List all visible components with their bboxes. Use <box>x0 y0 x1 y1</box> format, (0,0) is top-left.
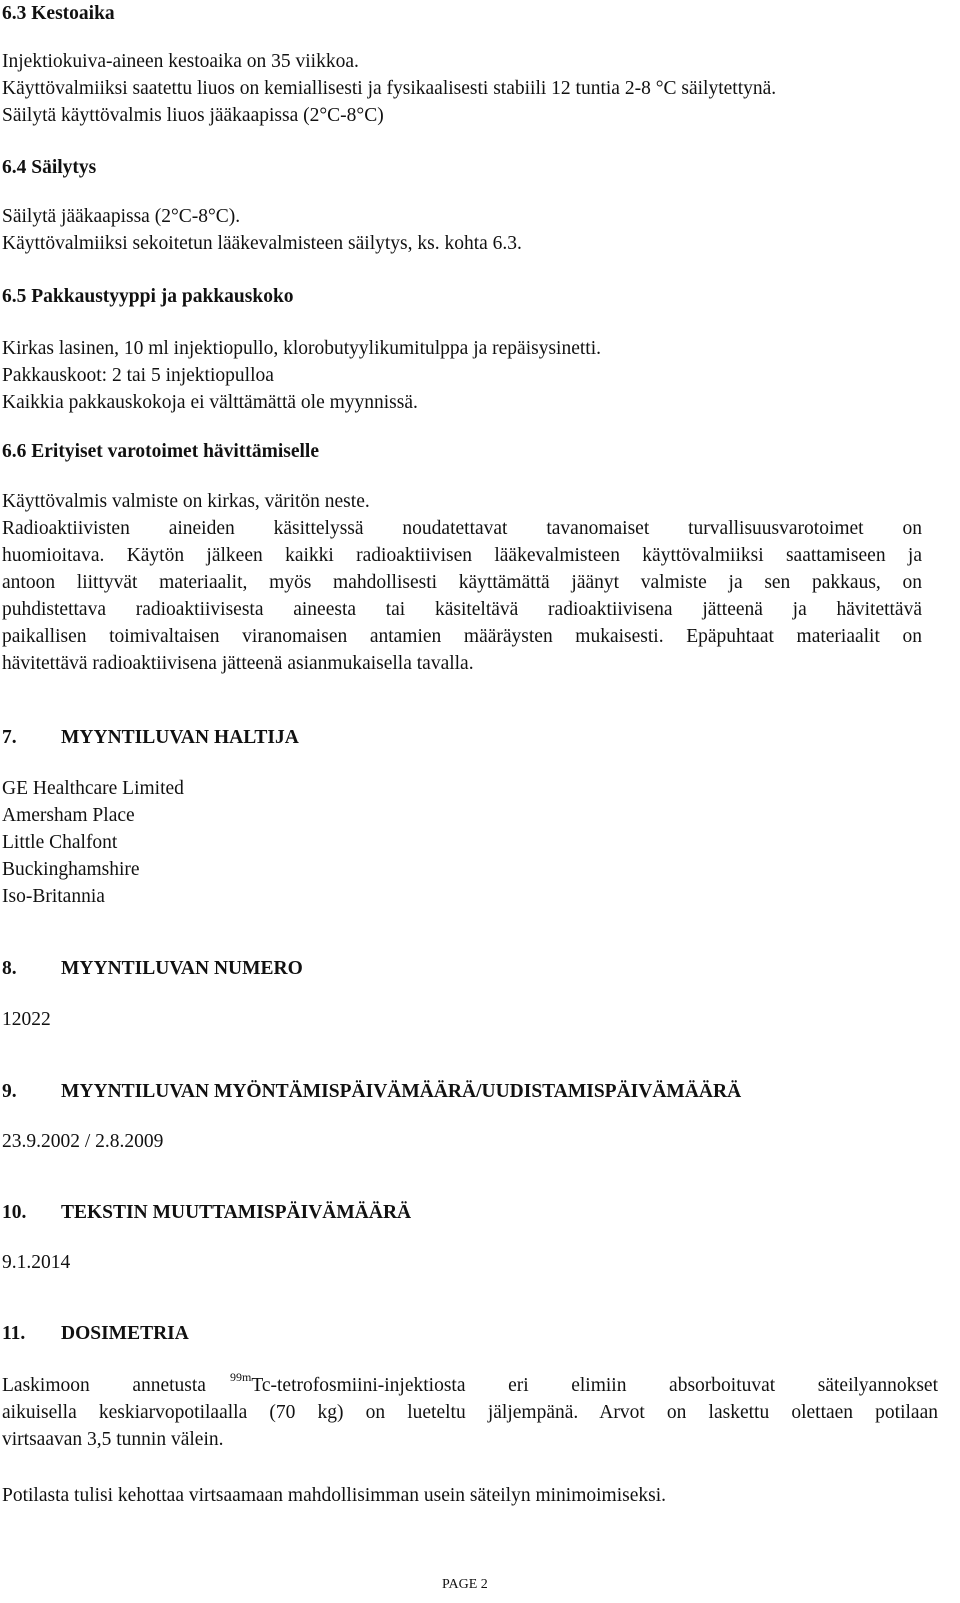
section-6-4 <box>2 154 940 181</box>
text-fragment: Tc-tetrofosmiini-injektiosta eri elimiin absorboituvat säteilyannokset <box>251 1375 938 1396</box>
section-number: 8. <box>2 958 17 979</box>
section-title: DOSIMETRIA <box>61 1323 189 1344</box>
section-heading <box>2 724 940 751</box>
paragraph-line: puhdistettava radioaktiivisesta aineesta tai käsiteltävä radioaktiivisena jätteenä ja hävitettävä <box>2 599 922 620</box>
section-7-body <box>2 775 940 910</box>
section-9-body <box>2 1128 940 1155</box>
paragraph-line: huomioitava. Käytön jälkeen kaikki radioaktiivisen lääkevalmisteen käyttövalmiiksi saattamiseen ja <box>2 545 922 566</box>
section-heading <box>2 1320 940 1347</box>
section-title: TEKSTIN MUUTTAMISPÄIVÄMÄÄRÄ <box>61 1202 412 1223</box>
section-title: MYYNTILUVAN NUMERO <box>61 958 303 979</box>
section-number: 7. <box>2 727 17 748</box>
paragraph-line: paikallisen toimivaltaisen viranomaisen antamien määräysten mukaisesti. Epäpuhtaat materiaalit on <box>2 626 922 647</box>
paragraph-line: hävitettävä radioaktiivisena jätteenä asianmukaisella tavalla. <box>2 653 474 674</box>
section-number: 11. <box>2 1323 26 1344</box>
address-line: GE Healthcare Limited <box>2 778 184 799</box>
section-heading <box>2 955 940 982</box>
isotope-superscript: 99m <box>229 1370 252 1384</box>
license-number: 12022 <box>2 1009 51 1030</box>
paragraph-line: Potilasta tulisi kehottaa virtsaamaan mahdollisimman usein säteilyn minimoimiseksi. <box>2 1485 666 1506</box>
section-11 <box>2 1320 940 1347</box>
section-10-body <box>2 1249 940 1276</box>
paragraph-line: Pakkauskoot: 2 tai 5 injektiopulloa <box>2 365 274 386</box>
section-6-3 <box>2 0 940 27</box>
section-number: 10. <box>2 1202 27 1223</box>
section-11-note <box>2 1482 940 1509</box>
section-heading: 6.5 Pakkaustyyppi ja pakkauskoko <box>2 286 294 307</box>
section-number: 9. <box>2 1081 17 1102</box>
section-6-3-body <box>2 48 940 129</box>
text-fragment: Laskimoon annetusta <box>2 1375 206 1396</box>
address-line: Little Chalfont <box>2 832 118 853</box>
section-heading: 6.6 Erityiset varotoimet hävittämiselle <box>2 441 319 462</box>
paragraph-line: Käyttövalmis valmiste on kirkas, väritön neste. <box>2 491 370 512</box>
address-line: Buckinghamshire <box>2 859 140 880</box>
license-dates: 23.9.2002 / 2.8.2009 <box>2 1131 164 1152</box>
section-6-5-body <box>2 335 940 416</box>
section-9 <box>2 1078 940 1105</box>
section-6-5 <box>2 283 940 310</box>
section-heading <box>2 1199 940 1226</box>
paragraph-line: Kaikkia pakkauskokoja ei välttämättä ole myynnissä. <box>2 392 418 413</box>
paragraph-line: Kirkas lasinen, 10 ml injektiopullo, klorobutyylikumitulppa ja repäisysinetti. <box>2 338 602 359</box>
paragraph-line: virtsaavan 3,5 tunnin välein. <box>2 1429 224 1450</box>
paragraph-line <box>2 1372 938 1399</box>
paragraph-line: Käyttövalmiiksi sekoitetun lääkevalmisteen säilytys, ks. kohta 6.3. <box>2 233 522 254</box>
section-title: MYYNTILUVAN HALTIJA <box>61 727 299 748</box>
section-heading: 6.4 Säilytys <box>2 157 97 178</box>
section-6-4-body <box>2 203 940 257</box>
address-line: Amersham Place <box>2 805 135 826</box>
section-title: MYYNTILUVAN MYÖNTÄMISPÄIVÄMÄÄRÄ/UUDISTAMISPÄIVÄMÄÄRÄ <box>61 1081 742 1102</box>
section-11-body <box>2 1372 938 1453</box>
section-heading <box>2 1078 940 1105</box>
paragraph-line: Radioaktiivisten aineiden käsittelyssä noudatettavat tavanomaiset turvallisuusvarotoimet on <box>2 518 922 539</box>
section-10 <box>2 1199 940 1226</box>
paragraph-line: Säilytä käyttövalmis liuos jääkaapissa (2°C-8°C) <box>2 105 384 126</box>
paragraph-line: Säilytä jääkaapissa (2°C-8°C). <box>2 206 241 227</box>
section-6-6-body <box>2 488 922 677</box>
section-6-6 <box>2 438 940 465</box>
paragraph-line: antoon liittyvät materiaalit, myös mahdollisesti käyttämättä jäänyt valmiste ja sen pakkaus, on <box>2 572 922 593</box>
paragraph-line: Käyttövalmiiksi saatettu liuos on kemiallisesti ja fysikaalisesti stabiili 12 tuntia 2-8 °C säilytettynä. <box>2 78 777 99</box>
section-7 <box>2 724 940 751</box>
address-line: Iso-Britannia <box>2 886 105 907</box>
section-heading: 6.3 Kestoaika <box>2 3 115 24</box>
paragraph-line: Injektiokuiva-aineen kestoaika on 35 viikkoa. <box>2 51 359 72</box>
page-footer: PAGE 2 <box>442 1577 488 1592</box>
revision-date: 9.1.2014 <box>2 1252 71 1273</box>
paragraph-line: aikuisella keskiarvopotilaalla (70 kg) on lueteltu jäljempänä. Arvot on laskettu olettaen potilaan <box>2 1402 938 1423</box>
section-8-body <box>2 1006 940 1033</box>
section-8 <box>2 955 940 982</box>
